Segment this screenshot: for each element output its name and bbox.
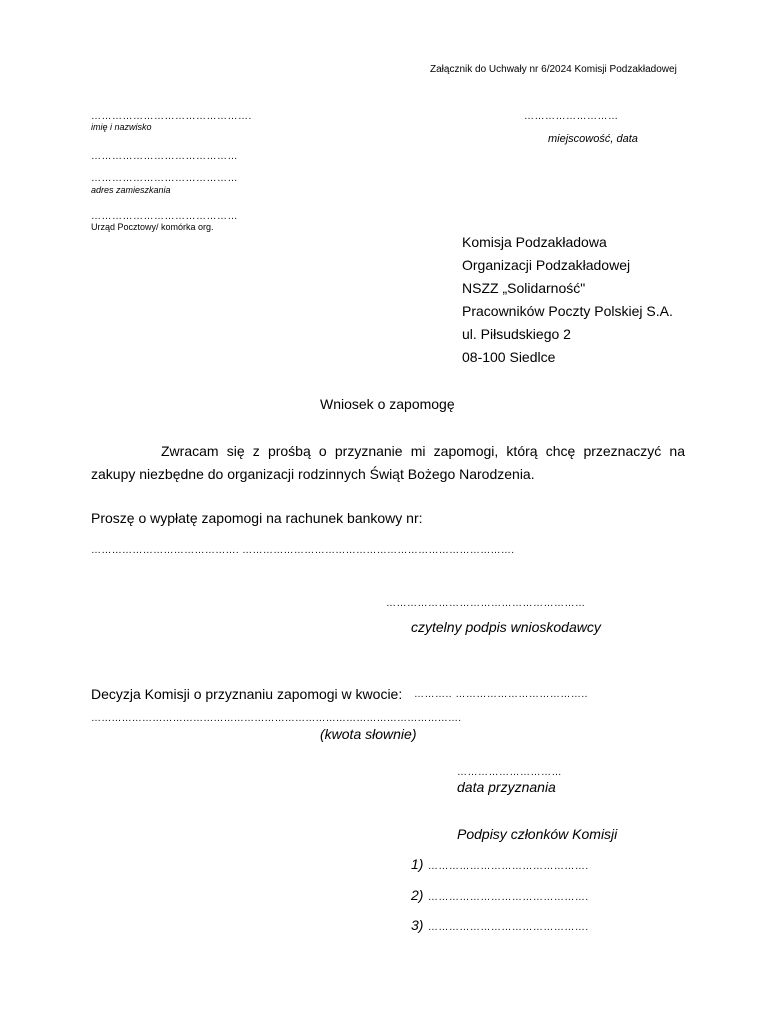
address-label: adres zamieszkania [91,185,171,195]
signature-line: ………………………………………. [427,861,589,872]
grant-date-dots: ………………………… [457,767,562,778]
account-dots: ……………………………………. ……………………………………………………………………. [91,545,515,556]
signature-number: 2) [411,887,424,903]
committee-label: Podpisy członków Komisji [457,826,618,842]
recipient-line: Komisja Podzakładowa [462,234,607,250]
place-date-dots: ……………………… [524,111,619,122]
payout-text: Proszę o wypłatę zapomogi na rachunek bankowy nr: [91,510,423,526]
recipient-line: Organizacji Podzakładowej [462,257,631,273]
post-office-label: Urząd Pocztowy/ komórka org. [91,222,214,232]
request-paragraph [91,440,685,486]
recipient-line: ul. Piłsudskiego 2 [462,326,571,342]
signature-line: ………………………………………. [427,892,589,903]
signature-number: 3) [411,917,424,933]
recipient-line: Pracowników Poczty Polskiej S.A. [462,303,673,319]
address-dots-1: …………………………………… [91,151,238,162]
place-date-label: miejscowość, data [548,133,638,145]
committee-signature-row [411,856,589,874]
name-label: imię i nazwisko [91,122,152,132]
signature-label: czytelny podpis wnioskodawcy [411,619,601,635]
committee-signature-row [411,917,589,935]
amount-words-dots: ………………………………………………………………………………………………. [91,713,462,724]
header-note: Załącznik do Uchwały nr 6/2024 Komisji Podzakładowej [430,64,677,75]
recipient-line: NSZZ „Solidarność" [462,280,586,296]
decision-amount-dots: ……….. ……………………………….. [414,689,588,700]
signature-line: ………………………………………. [427,922,589,933]
amount-words-label: (kwota słownie) [320,726,417,742]
address-dots-2: …………………………………… [91,173,238,184]
grant-date-label: data przyznania [457,779,556,795]
recipient-line: 08-100 Siedlce [462,349,556,365]
name-dots: ………………………………………. [91,111,252,122]
signature-number: 1) [411,856,424,872]
post-office-dots: …………………………………… [91,211,238,222]
recipient-address [462,231,673,369]
decision-text: Decyzja Komisji o przyznaniu zapomogi w kwocie: [91,686,403,702]
committee-signature-row [411,887,589,905]
signature-dots: ………………………………………………… [386,598,586,609]
request-text: Zwracam się z prośbą o przyznanie mi zapomogi, którą chcę przeznaczyć na zakupy niezbędne do organizacji rodzinnych Świąt Bożego Narodzenia. [91,443,685,482]
document-title: Wniosek o zapomogę [320,396,455,412]
